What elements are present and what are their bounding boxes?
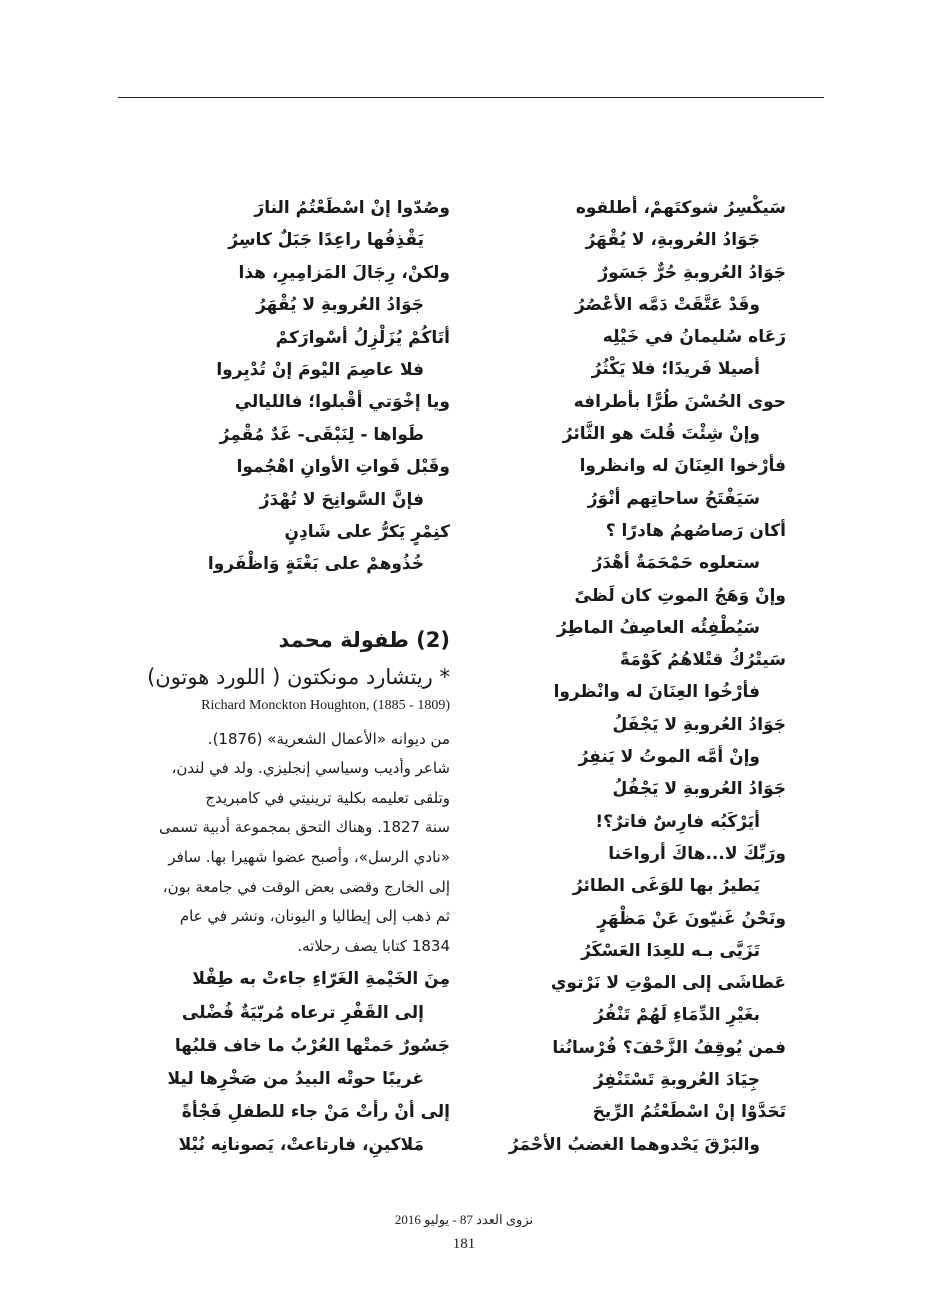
verse-line: أيَرْكَبُه فارِسٌ فاترٌ؟! xyxy=(595,811,760,832)
right-column-poem xyxy=(486,192,786,1161)
verse-line: وقَبْل فَواتِ الأوانِ اهْجُموا xyxy=(236,457,450,478)
verse-line: ورَبِّكَ لا...هاكَ أرواحَنا xyxy=(608,843,786,864)
poem-line: غريبًا حوتْه البيدُ من صَخْرِها ليلا xyxy=(167,1069,424,1089)
verse-line: سَيكْسِرُ شوكتَهمْ، أطلقوه xyxy=(575,198,786,218)
verse-line: جَوَادُ العُروبةِ حُرٌّ جَسَورٌ xyxy=(598,262,786,283)
verse-line: طَواها - لِنَبْقَى- غَدٌ مُقْمِرُ xyxy=(219,424,424,445)
verse-line: تَزَيَّى بـه للعِدَا العَسْكَرُ xyxy=(581,940,760,961)
verse-line: فإنَّ السَّوانِحَ لا تُهْدَرُ xyxy=(259,489,424,510)
verse-line: رَعَاه سُليمانُ في خَيْلِه xyxy=(602,327,786,348)
verse-line: وإنْ وَهَجُ الموتِ كان لَظىً xyxy=(574,585,786,606)
poem-line: إلى القَفْرِ ترعاه مُربّيَةٌ فُضْلى xyxy=(181,1002,424,1023)
biography-line: وتلقى تعليمه بكلية ترينيتي في كامبريدج xyxy=(205,788,450,807)
verse-line: سَيتْرُكُ قتْلاهُمُ كَوْمَةً xyxy=(619,650,786,671)
verse-line: فأرْخُوا العِنَانَ له وانْظروا xyxy=(553,682,760,703)
biography-line: شاعر وأديب وسياسي إنجليزي. ولد في لندن، xyxy=(171,759,450,778)
verse-line: سَيَفْتَحُ ساحاتِهم أنْوَرُ xyxy=(587,488,760,509)
footer-issue: نزوى العدد 87 - يوليو 2016 xyxy=(394,1212,534,1227)
page-number: 181 xyxy=(452,1236,476,1252)
verse-line: وإنْ شِئْتَ قُلتَ هو الثَّائرُ xyxy=(562,424,760,445)
author-name-latin: Richard Monckton Houghton, (1885 - 1809) xyxy=(201,697,450,713)
verse-line: تَحَدَّوْا إنْ اسْطَعْتُمُ الرِّيحَ xyxy=(592,1102,786,1123)
verse-line: ونَحْنُ غَنيّونَ عَنْ مَظْهَرٍ xyxy=(597,908,786,929)
poem-line: إلى أنْ رأتْ مَنْ جاء للطفلِ فَجْأةً xyxy=(181,1102,450,1123)
verse-line: أكان رَصاصُهمُ هادرًا ؟ xyxy=(605,520,786,541)
biography-line: إلى الخارج وقضى بعض الوقت في جامعة بون، xyxy=(162,877,450,896)
biography-line: من ديوانه «الأعمال الشعرية» (1876). xyxy=(207,729,450,748)
verse-line: فأرْخوا العِنَانَ له وانظروا xyxy=(579,456,786,477)
verse-line: عَطاشَى إلى الموْتِ لا نَرْتوي xyxy=(550,973,786,994)
verse-line: ويا إخْوَتي أقْبلوا؛ فالليالي xyxy=(234,392,450,413)
biography-line: سنة 1827. وهناك التحق بمجموعة أدبية تسمى xyxy=(158,818,450,837)
section-title: (2) طفولة محمد xyxy=(278,627,450,652)
verse-line: كنِمْرٍ يَكرُّ على شَادِنٍ xyxy=(284,521,450,542)
poem-line: جَسُورٌ حَمتْها العُرْبُ ما خاف قلبُها xyxy=(174,1035,450,1056)
poem-line: مَلاكينِ، فارتاعتْ، يَصونانِه نُبْلا xyxy=(178,1135,424,1156)
verse-line: فلا عاصِمَ اليْومَ إنْ تُدْبِروا xyxy=(216,359,424,380)
verse-line: جَوَادُ العُروبةِ، لا يُقْهَرُ xyxy=(585,230,760,251)
verse-line: جَوَادُ العُروبةِ لا يَجْفُلُ xyxy=(612,779,786,800)
verse-line: بغَيْرِ الدِّمَاءِ لَهُمْ تَنْفُرُ xyxy=(594,1005,760,1026)
verse-line: وصُدّوا إنْ اسْطَعْتُمُ النارَ xyxy=(254,198,450,218)
verse-line: جِيَادَ العُروبةِ تَسْتَنْفِرُ xyxy=(593,1070,760,1091)
verse-line: فمن يُوقِفُ الزَّحْفَ؟ فُرْسانُنا xyxy=(552,1037,786,1058)
verse-line: حوى الحُسْنَ طُرًّا بأطرافه xyxy=(573,391,786,412)
left-column-verses xyxy=(100,192,450,581)
verse-line: يَطيرُ بها للوَغَى الطائرُ xyxy=(572,876,760,897)
second-poem xyxy=(100,963,450,1162)
header-rule xyxy=(118,97,824,98)
verse-line: والبَرْقَ يَحْدوهما الغضبُ الأحْمَرُ xyxy=(508,1134,760,1155)
verse-line: وإنْ أمَّه الموتُ لا يَنفِرُ xyxy=(578,747,760,768)
verse-line: خُذُوهمْ على بَغْتَةٍ وَاظْفَروا xyxy=(207,554,424,575)
author-biography xyxy=(100,725,450,962)
verse-line: أتَاكُمْ يُزَلْزِلُ أسْوارَكمْ xyxy=(275,327,450,348)
poem-line: مِنَ الخَيْمةِ الغَرّاءِ جاءتْ به طِفْلا xyxy=(192,969,450,990)
verse-line: وقَدْ عَتَّقَتْ دَمَّه الأعْصُرُ xyxy=(574,294,760,315)
author-name-arabic: * ريتشارد مونكتون ( اللورد هوتون) xyxy=(147,664,450,689)
biography-line: 1834 كتابا يصف رحلاته. xyxy=(297,936,450,955)
biography-line: ثم ذهب إلى إيطاليا و اليونان، ونشر في عام xyxy=(179,907,450,926)
verse-line: يَقْذِفُها راعِدًا جَبَلٌ كاسِرُ xyxy=(228,230,424,251)
left-column xyxy=(100,192,450,1163)
biography-line: «نادي الرسل»، وأصبح عضوا شهيرا بها. سافر xyxy=(168,848,450,867)
verse-line: جَوَادُ العُروبةِ لا يَجْفَلُ xyxy=(612,714,786,735)
verse-line: ستعلوه حَمْحَمَةٌ أهْدَرُ xyxy=(592,553,760,574)
verse-line: سَيُطْفِئُه العاصِفُ الماطِرُ xyxy=(557,617,760,638)
verse-line: أصيلا فَريدًا؛ فلا يَكْثُرُ xyxy=(591,359,760,380)
verse-line: جَوَادُ العُروبةِ لا يُقْهَرُ xyxy=(256,295,424,316)
verse-line: ولكنْ، رِجَالَ المَزامِيرِ، هذا xyxy=(238,262,450,283)
